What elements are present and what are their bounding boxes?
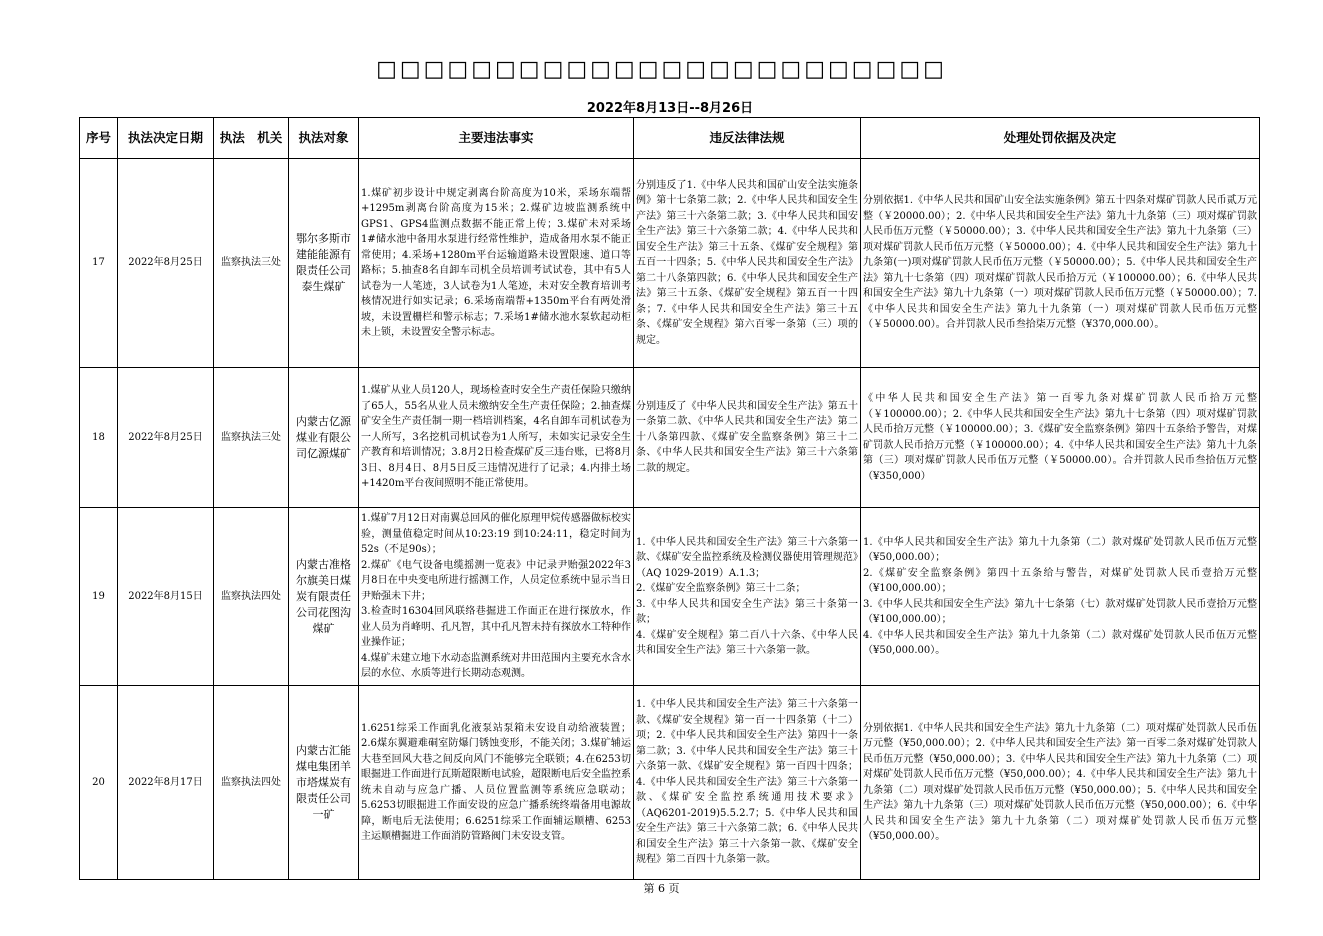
cell-date: 2022年8月25日 [118, 159, 214, 368]
document-title: □□□□□□□□□□□□□□□□□□□□□□□□ [376, 56, 947, 82]
cell-date: 2022年8月25日 [118, 368, 214, 508]
cell-target: 鄂尔多斯市建能能源有限责任公司泰生煤矿 [289, 159, 359, 368]
cell-decision: 分别依据1.《中华人民共和国安全生产法》第九十九条第（二）项对煤矿处罚款人民币伍万元整（¥50,000.00）；2.《中华人民共和国安全生产法》第一百零二条对煤矿处罚款人民币伍万元整（¥50,000.00）；3.《中华人民共和国安全生产法》第九十九条第（二）项对煤矿处罚款人民币伍万元整（¥50,000.00）；4.《中华人民共和国安全生产法》第九十九条第（二）项对煤矿处罚款人民币伍万元整（¥50,000.00）；5.《中华人民共和国安全生产法》第九十九条第（三）项对煤矿处罚款人民币伍万元整（¥50,000.00）；6.《中华人民共和国安全生产法》第九十九条第（二）项对煤矿处罚款人民币伍万元整（¥50,000.00）。 [861, 686, 1260, 880]
cell-no: 18 [80, 368, 118, 508]
cell-facts: 1.6251综采工作面乳化液泵站泵箱未安设自动给液装置；2.6煤东翼避难硐室防爆门锈蚀变形，不能关闭；3.煤矿辅运大巷至回风大巷之间反向风门不能够完全联锁；4.在6253切眼掘进工作面进行瓦斯超限断电试验，超限断电后安全监控系统未自动与应急广播、人员位置监测等系统应急联动；5.6253切眼掘进工作面安设的应急广播系统终端备用电源故障，断电后无法使用；6.6251综采工作面辅运顺槽、6253主运顺槽掘进工作面消防管路阀门未安设支管。 [359, 686, 634, 880]
header-laws: 违反法律法规 [634, 118, 861, 159]
cell-target: 内蒙古亿源煤业有限公司亿源煤矿 [289, 368, 359, 508]
cell-decision: 1.《中华人民共和国安全生产法》第九十九条第（二）款对煤矿处罚款人民币伍万元整（¥50,000.00）； 2.《煤矿安全监察条例》第四十五条给与警告，对煤矿处罚款人民币壹拾万元整（¥100,000.00）； 3.《中华人民共和国安全生产法》第九十七条第（七）款对煤矿处罚款人民币壹拾万元整（¥100,000.00）； 4.《中华人民共和国安全生产法》第九十九条第（二）款对煤矿处罚款人民币伍万元整（¥50,000.00）。 [861, 508, 1260, 686]
cell-agency: 监察执法四处 [214, 508, 289, 686]
header-facts: 主要违法事实 [359, 118, 634, 159]
cell-no: 17 [80, 159, 118, 368]
header-target: 执法对象 [289, 118, 359, 159]
header-decision: 处理处罚依据及决定 [861, 118, 1260, 159]
cell-agency: 监察执法三处 [214, 159, 289, 368]
header-date: 执法决定日期 [118, 118, 214, 159]
cell-decision: 《中华人民共和国安全生产法》第一百零九条对煤矿罚款人民币拾万元整（￥100000.00）；2.《中华人民共和国安全生产法》第九十七条第（四）项对煤矿罚款人民币拾万元整（￥100000.00）；3.《煤矿安全监察条例》第四十五条给予警告，对煤矿罚款人民币拾万元整（￥100000.00）；4.《中华人民共和国安全生产法》第九十九条第（三）项对煤矿罚款人民币伍万元整（￥50000.00）。合并罚款人民币叁拾伍万元整（¥350,000） [861, 368, 1260, 508]
cell-decision: 分别依据1.《中华人民共和国矿山安全法实施条例》第五十四条对煤矿罚款人民币贰万元整（￥20000.00）；2.《中华人民共和国安全生产法》第九十九条第（三）项对煤矿罚款人民币伍万元整（￥50000.00）；3.《中华人民共和国安全生产法》第九十九条第（三）项对煤矿罚款人民币伍万元整（￥50000.00）；4.《中华人民共和国安全生产法》第九十九条第(一)项对煤矿罚款人民币伍万元整（￥50000.00）；5.《中华人民共和国安全生产法》第九十七条第（四）项对煤矿罚款人民币拾万元（￥100000.00）；6.《中华人民共和国安全生产法》第九十九条第（一）项对煤矿罚款人民币伍万元整（￥50000.00）；7.《中华人民共和国安全生产法》第九十九条第（一）项对煤矿罚款人民币伍万元整（￥50000.00）。合并罚款人民币叁拾柒万元整（¥370,000.00）。 [861, 159, 1260, 368]
cell-no: 19 [80, 508, 118, 686]
header-agency: 执法 机关 [214, 118, 289, 159]
cell-laws: 1.《中华人民共和国安全生产法》第三十六条第一款、《煤矿安全监控系统及检测仪器使用管理规范》（AQ 1029-2019）A.1.3； 2.《煤矿安全监察条例》第三十二条； 3.《中华人民共和国安全生产法》第三十条第一款； 4.《煤矿安全规程》第二百八十六条、《中华人民共和国安全生产法》第三十六条第一款。 [634, 508, 861, 686]
cell-facts: 1.煤矿初步设计中规定剥离台阶高度为10米，采场东端帮+1295m剥离台阶高度为15米；2.煤矿边坡监测系统中GPS1、GPS4监测点数据不能正常上传；3.煤矿未对采场1#储水池中备用水泵进行经常性维护，造成备用水泵不能正常使用；4.采场+1280m平台运输道路未设置限速、道口等路标；5.抽查8名自卸车司机全员培训考试试卷，其中有5人试卷为一人笔迹，3人试卷为1人笔迹，未对安全教育培训考核情况进行如实记录；6.采场南端帮+1350m平台有两处滑坡，未设置栅栏和警示标志；7.采场1#储水池水泵软起动柜未上锁，未设置安全警示标志。 [359, 159, 634, 368]
cell-laws: 分别违反了1.《中华人民共和国矿山安全法实施条例》第十七条第二款；2.《中华人民共和国安全生产法》第三十六条第二款；3.《中华人民共和国安全生产法》第三十六条第二款；4.《中华人民共和国安全生产法》第三十五条、《煤矿安全规程》第五百一十四条；5.《中华人民共和国安全生产法》第二十八条第四款；6.《中华人民共和国安全生产法》第三十五条、《煤矿安全规程》第五百一十四条；7.《中华人民共和国安全生产法》第三十五条、《煤矿安全规程》第六百零一条第（三）项的规定。 [634, 159, 861, 368]
table-row [80, 368, 1260, 508]
table-row [80, 686, 1260, 880]
table-row [80, 159, 1260, 368]
cell-no: 20 [80, 686, 118, 880]
cell-target: 内蒙古汇能煤电集团羊市塔煤炭有限责任公司一矿 [289, 686, 359, 880]
cell-target: 内蒙古准格尔旗美日煤炭有限责任公司花图沟煤矿 [289, 508, 359, 686]
cell-facts: 1.煤矿从业人员120人，现场检查时安全生产责任保险只缴纳了65人，55名从业人员未缴纳安全生产责任保险；2.抽查煤矿安全生产责任制一期一档培训档案，4名自卸车司机试卷为一人所写，3名挖机司机试卷为1人所写，未如实记录安全生产教育和培训情况；3.8月2日检查煤矿反三违台账，已将8月3日、8月4日、8月5日反三违情况进行了记录；4.内排土场+1420m平台夜间照明不能正常使用。 [359, 368, 634, 508]
date-range: 2022年8月13日--8月26日 [586, 101, 754, 116]
cell-date: 2022年8月15日 [118, 508, 214, 686]
cell-agency: 监察执法三处 [214, 368, 289, 508]
page-number: 第 6 页 [643, 882, 680, 895]
table-row [80, 508, 1260, 686]
cell-date: 2022年8月17日 [118, 686, 214, 880]
cell-laws: 分别违反了《中华人民共和国安全生产法》第五十一条第二款、《中华人民共和国安全生产法》第二十八条第四款、《煤矿安全监察条例》第三十二条、《中华人民共和国安全生产法》第三十六条第二款的规定。 [634, 368, 861, 508]
penalty-table [79, 117, 1260, 880]
table-header-row [80, 118, 1260, 159]
cell-agency: 监察执法四处 [214, 686, 289, 880]
header-no: 序号 [80, 118, 118, 159]
cell-facts: 1.煤矿7月12日对南翼总回风的催化原理甲烷传感器做标校实验，测量值稳定时间从10:23:19 到10:24:11，稳定时间为52s（不足90s）； 2.煤矿《电气设备电缆摇测一览表》中记录尹贻强2022年3月8日在中央变电所进行摇测工作，人员定位系统中显示当日尹贻强未下井； 3.检查时16304回风联络巷掘进工作面正在进行探放水，作业人员为肖峰明、孔凡智，其中孔凡智未持有探放水工特种作业操作证； 4.煤矿未建立地下水动态监测系统对井田范围内主要充水含水层的水位、水质等进行长期动态观测。 [359, 508, 634, 686]
cell-laws: 1.《中华人民共和国安全生产法》第三十六条第一款、《煤矿安全规程》第一百一十四条第（十二）项；2.《中华人民共和国安全生产法》第四十一条第二款；3.《中华人民共和国安全生产法》第三十六条第一款、《煤矿安全规程》第一百四十四条；4.《中华人民共和国安全生产法》第三十六条第一款、《煤矿安全监控系统通用技术要求》（AQ6201-2019)5.5.2.7；5.《中华人民共和国安全生产法》第三十六条第二款；6.《中华人民共和国安全生产法》第三十六条第一款、《煤矿安全规程》第二百四十九条第一款。 [634, 686, 861, 880]
